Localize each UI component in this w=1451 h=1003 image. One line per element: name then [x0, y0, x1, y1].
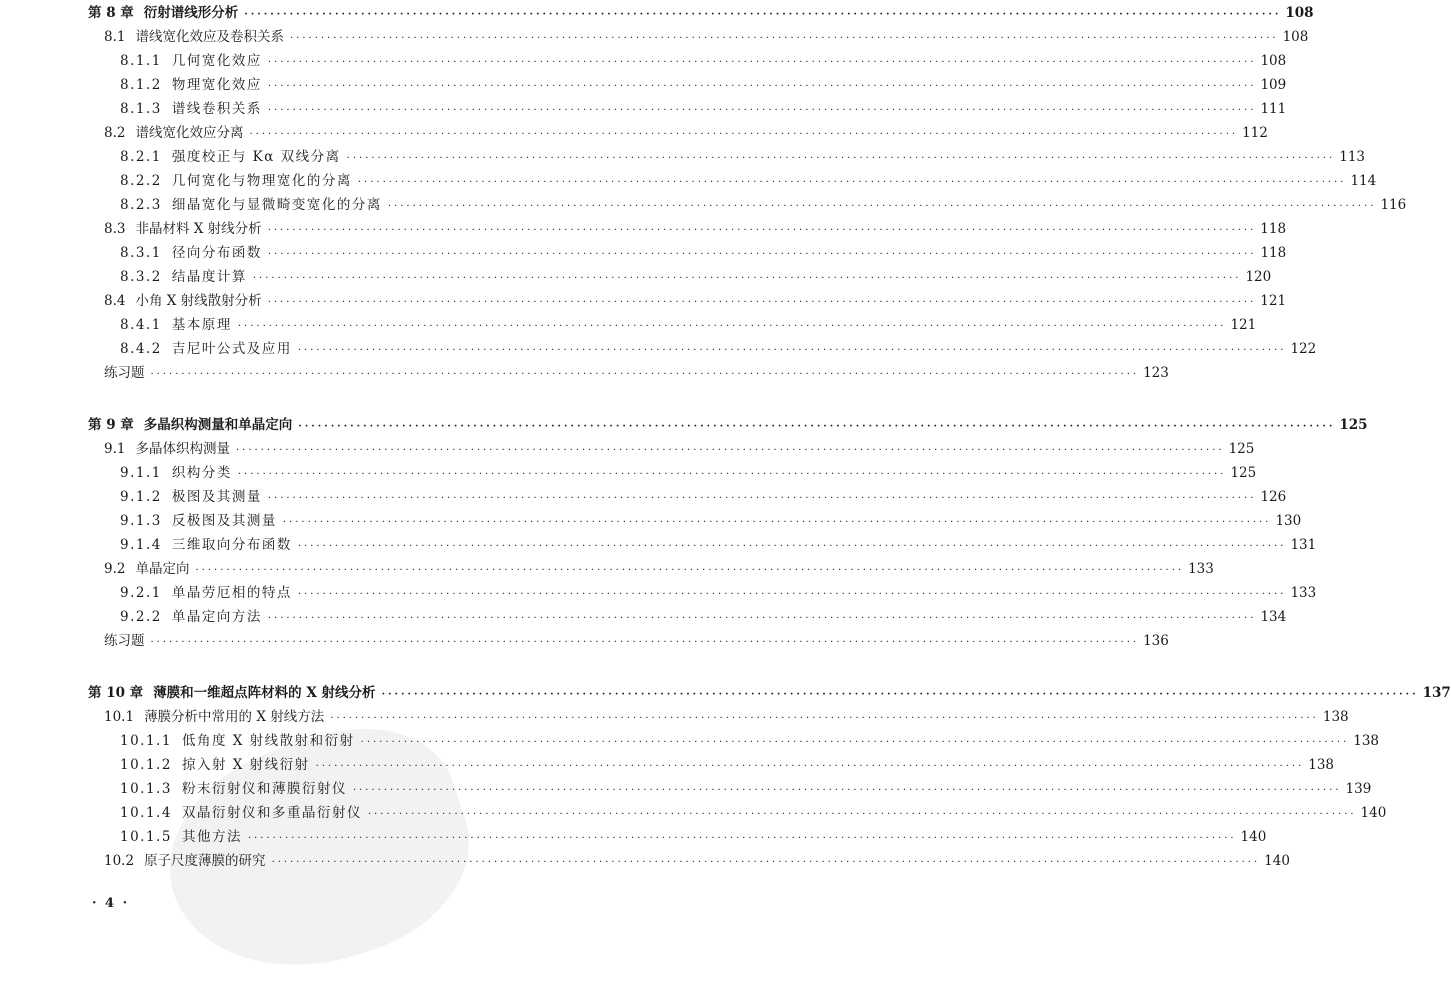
toc-entry-title: 薄膜和一维超点阵材料的 X 射线分析: [153, 685, 376, 701]
toc-leader-dots: ································································································································································: [252, 273, 1242, 284]
toc-leader-dots: ································································································································································: [249, 129, 1239, 140]
toc-entry-title: 谱线宽化效应分离: [135, 125, 244, 141]
toc-leader-dots: ································································································································································: [247, 833, 1237, 844]
toc-entry-sub[interactable]: [0, 146, 1366, 168]
toc-entry-page-number: 140: [1360, 805, 1387, 821]
toc-leader-dots: ································································································································································: [298, 421, 1336, 432]
toc-leader-dots: ································································································································································: [367, 809, 1357, 820]
toc-entry-title: 细晶宽化与显微畸变宽化的分离: [171, 197, 382, 213]
toc-entry-title: 练习题: [104, 365, 145, 381]
toc-entry-sub[interactable]: [0, 50, 1287, 72]
toc-entry-page-number: 138: [1353, 733, 1380, 749]
toc-entry-exercise[interactable]: [0, 362, 1169, 384]
toc-entry-sub[interactable]: [0, 242, 1287, 264]
toc-entry-number: 9.2: [104, 561, 126, 577]
toc-entry-title: 极图及其测量: [171, 489, 262, 505]
page-footer-number: · 4 ·: [92, 896, 130, 911]
toc-entry-page-number: 140: [1240, 829, 1267, 845]
toc-entry-section[interactable]: [0, 438, 1255, 460]
toc-entry-page-number: 134: [1260, 609, 1287, 625]
toc-entry-sub[interactable]: [0, 194, 1407, 216]
toc-entry-section[interactable]: [0, 26, 1309, 48]
toc-entry-section[interactable]: [0, 558, 1214, 580]
toc-leader-dots: ································································································································································: [267, 249, 1257, 260]
toc-entry-page-number: 116: [1380, 197, 1407, 213]
toc-entry-number: 8.1.3: [120, 101, 162, 117]
toc-leader-dots: ································································································································································: [289, 33, 1279, 44]
toc-entry-number: 8.1.2: [120, 77, 162, 93]
toc-entry-title: 多晶织构测量和单晶定向: [143, 417, 293, 433]
toc-entry-title: 粉末衍射仪和薄膜衍射仪: [181, 781, 347, 797]
toc-entry-sub[interactable]: [0, 754, 1335, 776]
toc-entry-title: 结晶度计算: [171, 269, 247, 285]
toc-entry-page-number: 138: [1322, 709, 1349, 725]
toc-entry-chapter[interactable]: [0, 682, 1451, 704]
toc-entry-number: 10.2: [104, 853, 135, 869]
toc-entry-page-number: 113: [1339, 149, 1366, 165]
toc-entry-title: 三维取向分布函数: [171, 537, 292, 553]
toc-entry-title: 小角 X 射线散射分析: [135, 293, 262, 309]
toc-leader-dots: ································································································································································: [235, 445, 1225, 456]
toc-entry-number: 8.3.1: [120, 245, 162, 261]
toc-entry-page-number: 137: [1422, 685, 1451, 701]
toc-entry-sub[interactable]: [0, 582, 1317, 604]
toc-entry-page-number: 122: [1290, 341, 1317, 357]
toc-entry-number: 8.4: [104, 293, 126, 309]
toc-leader-dots: ································································································································································: [267, 225, 1257, 236]
toc-entry-page-number: 118: [1260, 245, 1287, 261]
toc-entry-page-number: 109: [1260, 77, 1287, 93]
toc-entry-number: 9.2.2: [120, 609, 162, 625]
toc-leader-dots: ································································································································································: [267, 493, 1257, 504]
toc-entry-page-number: 125: [1228, 441, 1255, 457]
toc-leader-dots: ································································································································································: [297, 589, 1287, 600]
toc-leader-dots: ································································································································································: [267, 297, 1257, 308]
toc-entry-page-number: 133: [1188, 561, 1214, 577]
toc-leader-dots: ································································································································································: [282, 517, 1272, 528]
toc-entry-sub[interactable]: [0, 730, 1380, 752]
toc-entry-page-number: 140: [1264, 853, 1290, 869]
toc-entry-title: 多晶体织构测量: [135, 441, 230, 457]
toc-leader-dots: ································································································································································: [357, 177, 1347, 188]
toc-entry-title: 谱线卷积关系: [171, 101, 262, 117]
toc-entry-page-number: 108: [1260, 53, 1287, 69]
toc-entry-number: 8.2.3: [120, 197, 162, 213]
toc-leader-dots: ································································································································································: [267, 613, 1257, 624]
toc-entry-number: 第 8 章: [88, 5, 134, 21]
toc-entry-page-number: 121: [1260, 293, 1287, 309]
toc-entry-page-number: 118: [1260, 221, 1287, 237]
toc-entry-sub[interactable]: [0, 170, 1377, 192]
toc-entry-title: 物理宽化效应: [171, 77, 262, 93]
toc-entry-number: 8.4.1: [120, 317, 162, 333]
toc-entry-sub[interactable]: [0, 534, 1317, 556]
toc-entry-number: 8.2.1: [120, 149, 162, 165]
toc-entry-title: 练习题: [104, 633, 145, 649]
toc-entry-page-number: 112: [1242, 125, 1268, 141]
toc-entry-number: 10.1: [104, 709, 135, 725]
toc-entry-sub[interactable]: [0, 486, 1287, 508]
toc-entry-sub[interactable]: [0, 266, 1272, 288]
toc-entry-title: 基本原理: [171, 317, 232, 333]
toc-entry-page-number: 138: [1308, 757, 1335, 773]
toc-entry-page-number: 121: [1230, 317, 1257, 333]
toc-entry-page-number: 130: [1275, 513, 1302, 529]
toc-leader-dots: ································································································································································: [352, 785, 1342, 796]
toc-entry-title: 几何宽化与物理宽化的分离: [171, 173, 352, 189]
toc-entry-number: 9.1.1: [120, 465, 162, 481]
toc-leader-dots: ································································································································································: [346, 153, 1336, 164]
toc-leader-dots: ································································································································································: [330, 713, 1319, 724]
toc-entry-sub[interactable]: [0, 802, 1387, 824]
toc-entry-title: 单晶定向方法: [171, 609, 262, 625]
toc-entry-title: 吉尼叶公式及应用: [171, 341, 292, 357]
toc-entry-page-number: 123: [1143, 365, 1169, 381]
toc-leader-dots: ································································································································································: [244, 9, 1282, 20]
toc-leader-dots: ································································································································································: [297, 345, 1287, 356]
toc-entry-title: 低角度 X 射线散射和衍射: [181, 733, 355, 749]
toc-entry-title: 谱线宽化效应及卷积关系: [135, 29, 284, 45]
toc-entry-title: 织构分类: [171, 465, 232, 481]
toc-entry-page-number: 111: [1260, 101, 1287, 117]
toc-entry-page-number: 114: [1350, 173, 1377, 189]
toc-leader-dots: ································································································································································: [381, 689, 1419, 700]
toc-entry-sub[interactable]: [0, 74, 1287, 96]
toc-leader-dots: ································································································································································: [271, 857, 1261, 868]
toc-leader-dots: ································································································································································: [267, 81, 1257, 92]
toc-entry-number: 10.1.3: [120, 781, 172, 797]
toc-entry-number: 10.1.2: [120, 757, 172, 773]
toc-entry-title: 单晶劳厄相的特点: [171, 585, 292, 601]
toc-entry-number: 10.1.4: [120, 805, 172, 821]
toc-entry-sub[interactable]: [0, 778, 1372, 800]
toc-entry-number: 8.4.2: [120, 341, 162, 357]
toc-entry-number: 8.3.2: [120, 269, 162, 285]
toc-entry-sub[interactable]: [0, 606, 1287, 628]
toc-entry-page-number: 108: [1282, 29, 1309, 45]
toc-entry-number: 9.1.2: [120, 489, 162, 505]
toc-entry-page-number: 125: [1230, 465, 1257, 481]
toc-entry-number: 9.1: [104, 441, 126, 457]
toc-entry-title: 双晶衍射仪和多重晶衍射仪: [181, 805, 362, 821]
toc-entry-title: 薄膜分析中常用的 X 射线方法: [144, 709, 325, 725]
toc-entry-title: 非晶材料 X 射线分析: [135, 221, 262, 237]
toc-entry-number: 9.2.1: [120, 585, 162, 601]
toc-entry-page-number: 108: [1285, 5, 1314, 21]
toc-entry-number: 8.2: [104, 125, 126, 141]
toc-entry-number: 10.1.5: [120, 829, 172, 845]
toc-entry-chapter[interactable]: [0, 414, 1368, 436]
toc-entry-section[interactable]: [0, 218, 1287, 240]
toc-entry-number: 8.1: [104, 29, 126, 45]
toc-entry-title: 反极图及其测量: [171, 513, 277, 529]
toc-entry-title: 原子尺度薄膜的研究: [144, 853, 266, 869]
toc-entry-sub[interactable]: [0, 826, 1267, 848]
toc-entry-sub[interactable]: [0, 314, 1257, 336]
toc-entry-page-number: 139: [1345, 781, 1372, 797]
toc-leader-dots: ································································································································································: [150, 369, 1140, 380]
toc-entry-title: 几何宽化效应: [171, 53, 262, 69]
toc-entry-page-number: 126: [1260, 489, 1287, 505]
toc-entry-number: 第 9 章: [88, 417, 134, 433]
toc-entry-number: 8.1.1: [120, 53, 162, 69]
toc-leader-dots: ································································································································································: [237, 469, 1227, 480]
toc-entry-number: 9.1.3: [120, 513, 162, 529]
toc-entry-number: 8.3: [104, 221, 126, 237]
toc-leader-dots: ································································································································································: [237, 321, 1227, 332]
toc-entry-section[interactable]: [0, 850, 1290, 872]
toc-entry-title: 掠入射 X 射线衍射: [181, 757, 310, 773]
toc-entry-sub[interactable]: [0, 462, 1257, 484]
toc-leader-dots: ································································································································································: [297, 541, 1287, 552]
toc-entry-page-number: 125: [1339, 417, 1368, 433]
toc-entry-title: 径向分布函数: [171, 245, 262, 261]
toc-entry-title: 其他方法: [181, 829, 242, 845]
toc-leader-dots: ································································································································································: [315, 761, 1305, 772]
toc-entry-number: 8.2.2: [120, 173, 162, 189]
toc-entry-exercise[interactable]: [0, 630, 1169, 652]
toc-entry-number: 9.1.4: [120, 537, 162, 553]
toc-entry-number: 第 10 章: [88, 685, 144, 701]
toc-leader-dots: ································································································································································: [267, 57, 1257, 68]
toc-entry-title: 单晶定向: [135, 561, 190, 577]
toc-entry-chapter[interactable]: [0, 2, 1314, 24]
toc-entry-number: 10.1.1: [120, 733, 172, 749]
toc-entry-sub[interactable]: [0, 510, 1302, 532]
toc-entry-title: 强度校正与 Kα 双线分离: [171, 149, 341, 165]
toc-entry-page-number: 133: [1290, 585, 1317, 601]
toc-entry-section[interactable]: [0, 122, 1268, 144]
toc-entry-page-number: 136: [1143, 633, 1169, 649]
toc-entry-page-number: 120: [1245, 269, 1272, 285]
toc-leader-dots: ································································································································································: [387, 201, 1377, 212]
toc-leader-dots: ································································································································································: [150, 637, 1140, 648]
toc-leader-dots: ································································································································································: [267, 105, 1257, 116]
toc-entry-section[interactable]: [0, 706, 1349, 728]
toc-leader-dots: ································································································································································: [195, 565, 1185, 576]
toc-leader-dots: ································································································································································: [360, 737, 1350, 748]
toc-entry-title: 衍射谱线形分析: [143, 5, 239, 21]
toc-entry-section[interactable]: [0, 290, 1287, 312]
toc-entry-sub[interactable]: [0, 338, 1317, 360]
toc-entry-page-number: 131: [1290, 537, 1317, 553]
toc-entry-sub[interactable]: [0, 98, 1287, 120]
